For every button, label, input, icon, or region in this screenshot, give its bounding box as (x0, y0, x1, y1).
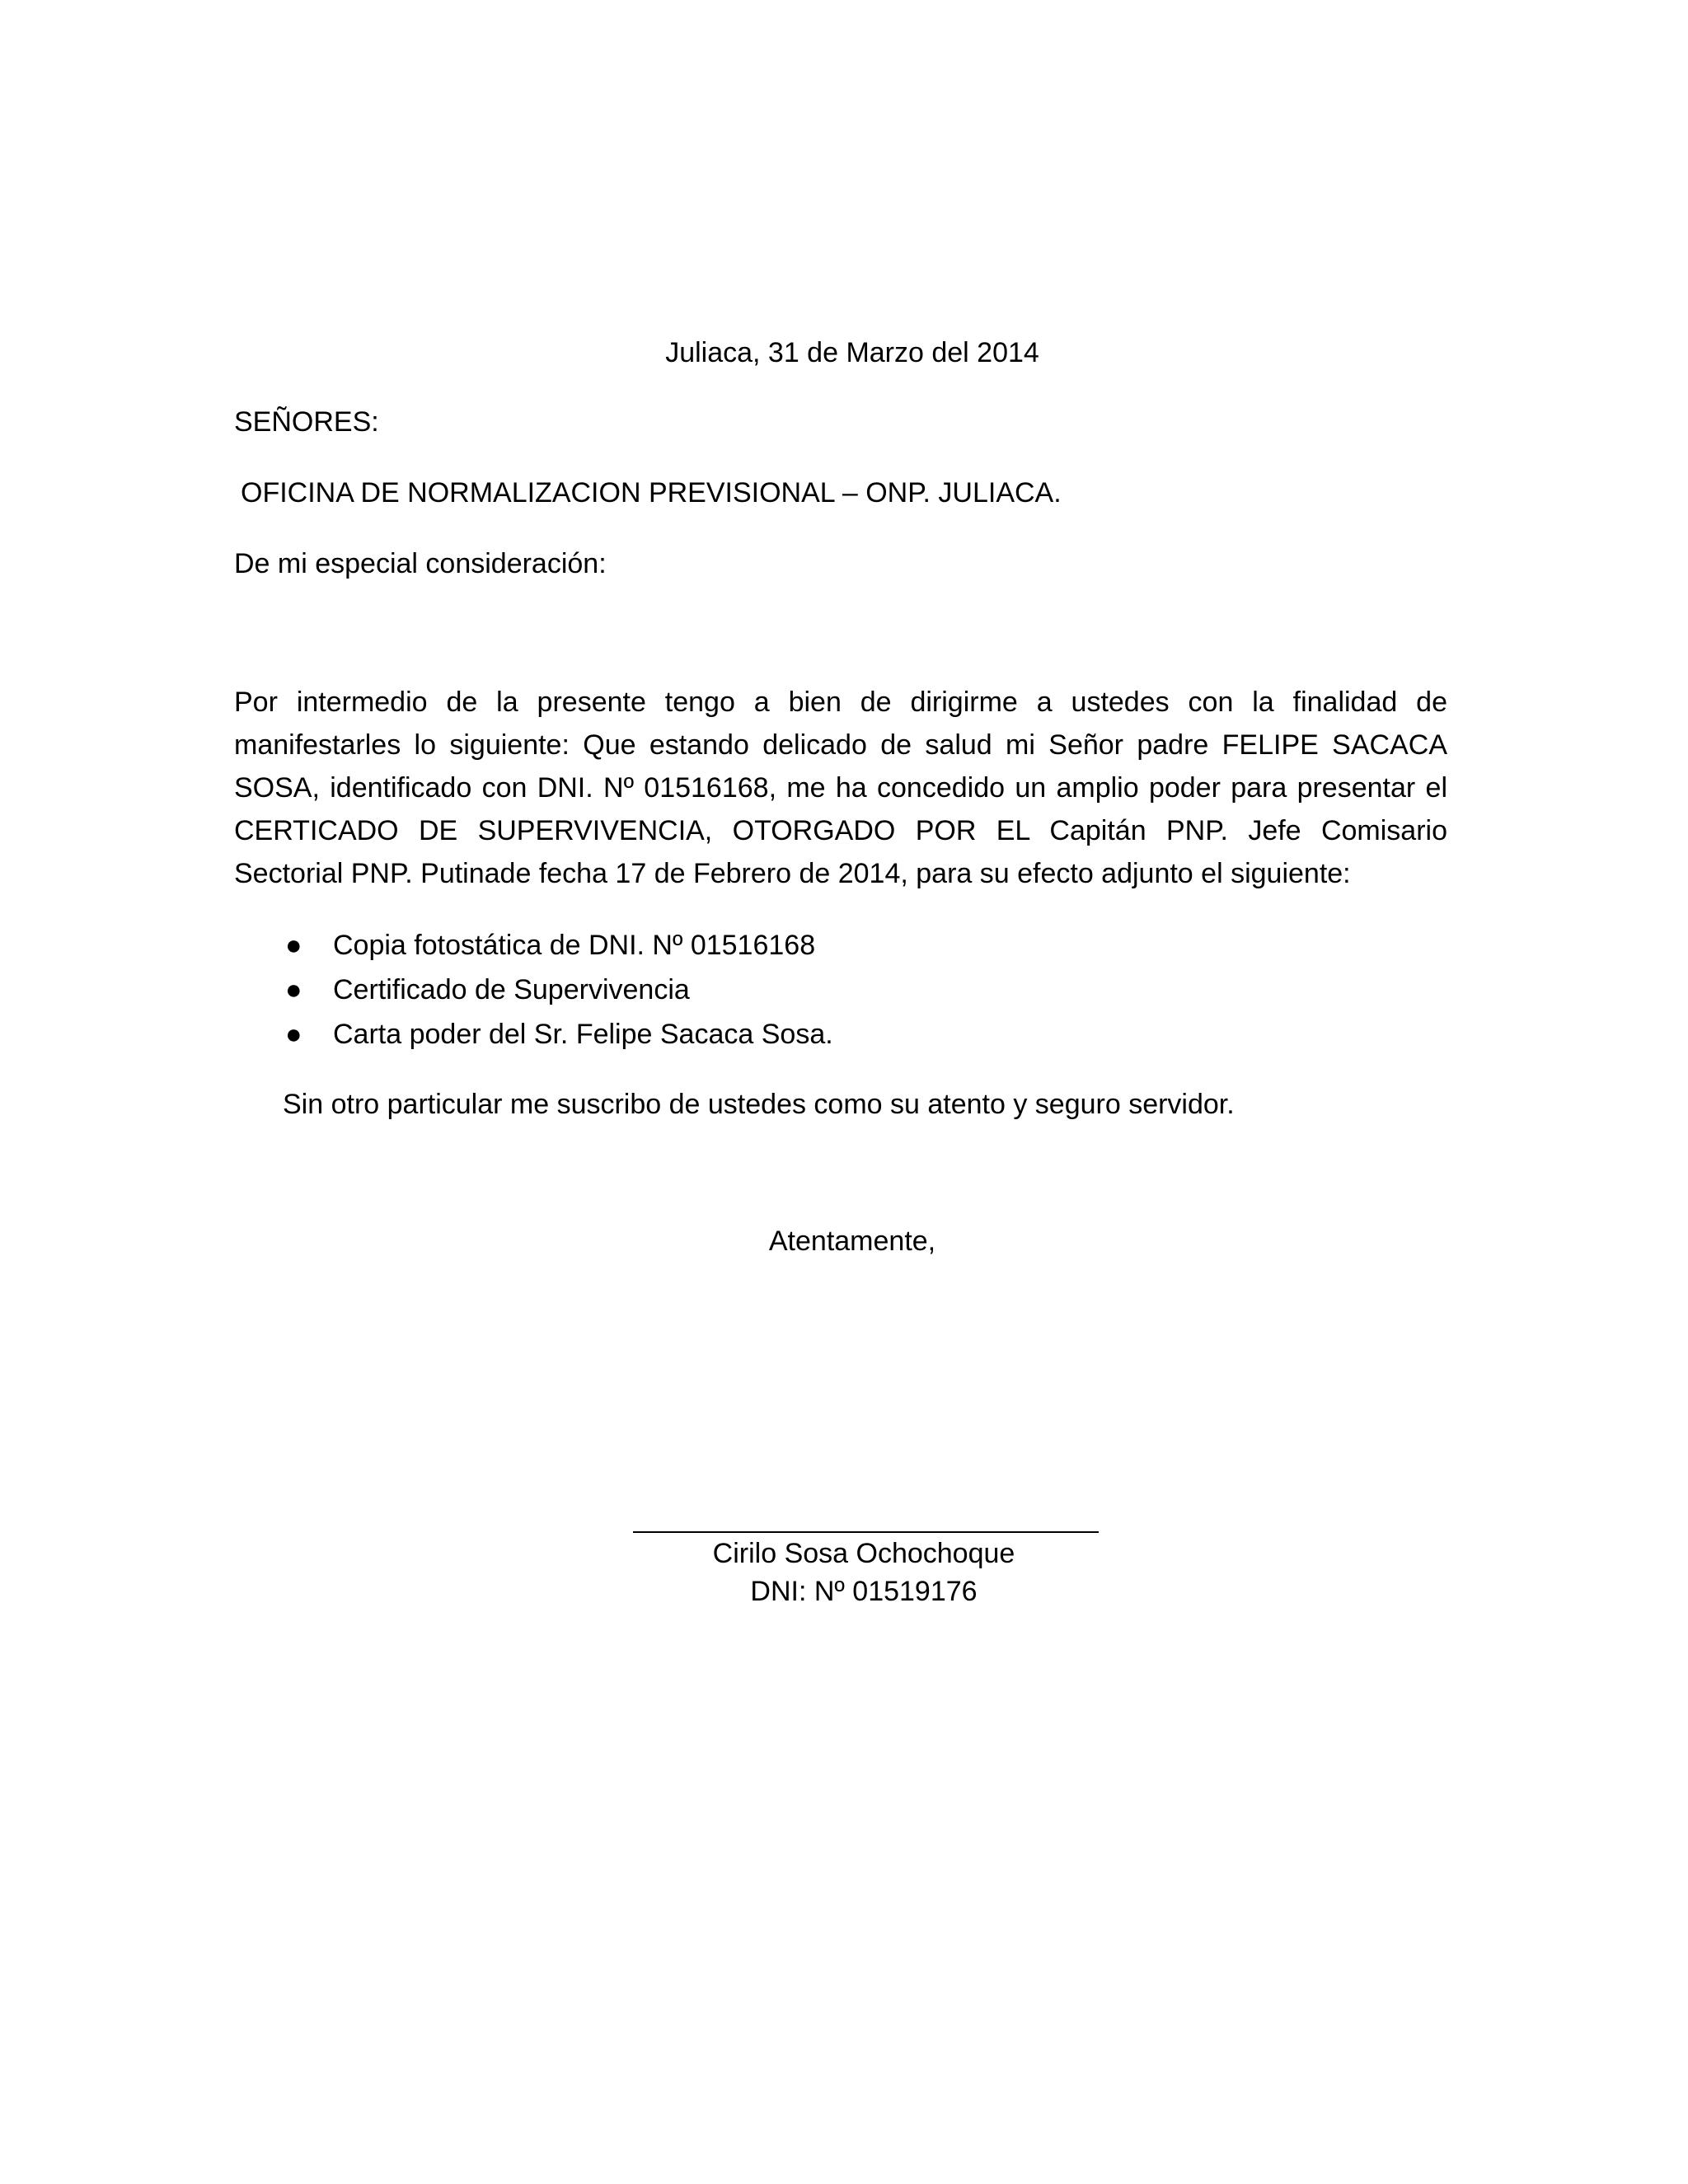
signer-dni: DNI: Nº 01519176 (750, 1576, 978, 1607)
list-item (234, 968, 1447, 1012)
bullet-icon: ● (285, 974, 302, 1005)
bullet-icon: ● (285, 1019, 302, 1050)
greeting-line: De mi especial consideración: (234, 548, 607, 579)
date-line: Juliaca, 31 de Marzo del 2014 (665, 337, 1039, 368)
closing-line: Sin otro particular me suscribo de ustedes como su atento y seguro servidor. (283, 1089, 1235, 1120)
regards-line: Atentamente, (768, 1226, 936, 1257)
list-item (234, 923, 1447, 968)
addressee-heading: SEÑORES: (234, 406, 379, 438)
bullet-icon: ● (285, 930, 302, 961)
list-item (234, 1012, 1447, 1057)
attachment-text: Carta poder del Sr. Felipe Sacaca Sosa. (333, 1019, 833, 1050)
signature-line (633, 1531, 1099, 1533)
office-name: OFICINA DE NORMALIZACION PREVISIONAL – ONP. JULIACA. (241, 477, 1062, 509)
attachment-text: Copia fotostática de DNI. Nº 01516168 (333, 930, 816, 961)
attachments-list (234, 923, 1447, 1057)
signer-name: Cirilo Sosa Ochochoque (712, 1538, 1015, 1569)
attachment-text: Certificado de Supervivencia (333, 974, 690, 1005)
body-paragraph: Por intermedio de la presente tengo a bien de dirigirme a ustedes con la finalidad de manifestarles lo siguiente: Que estando delicado de salud mi Señor padre FELIPE SACACA SOSA, identificado con DNI. Nº 01516168, me ha concedido un amplio poder para presentar el CERTICADO DE SUPERVIVENCIA, OTORGADO POR EL Capitán PNP. Jefe Comisario Sectorial PNP. Putinade fecha 17 de Febrero de 2014, para su efecto adjunto el siguiente: (234, 687, 1447, 889)
